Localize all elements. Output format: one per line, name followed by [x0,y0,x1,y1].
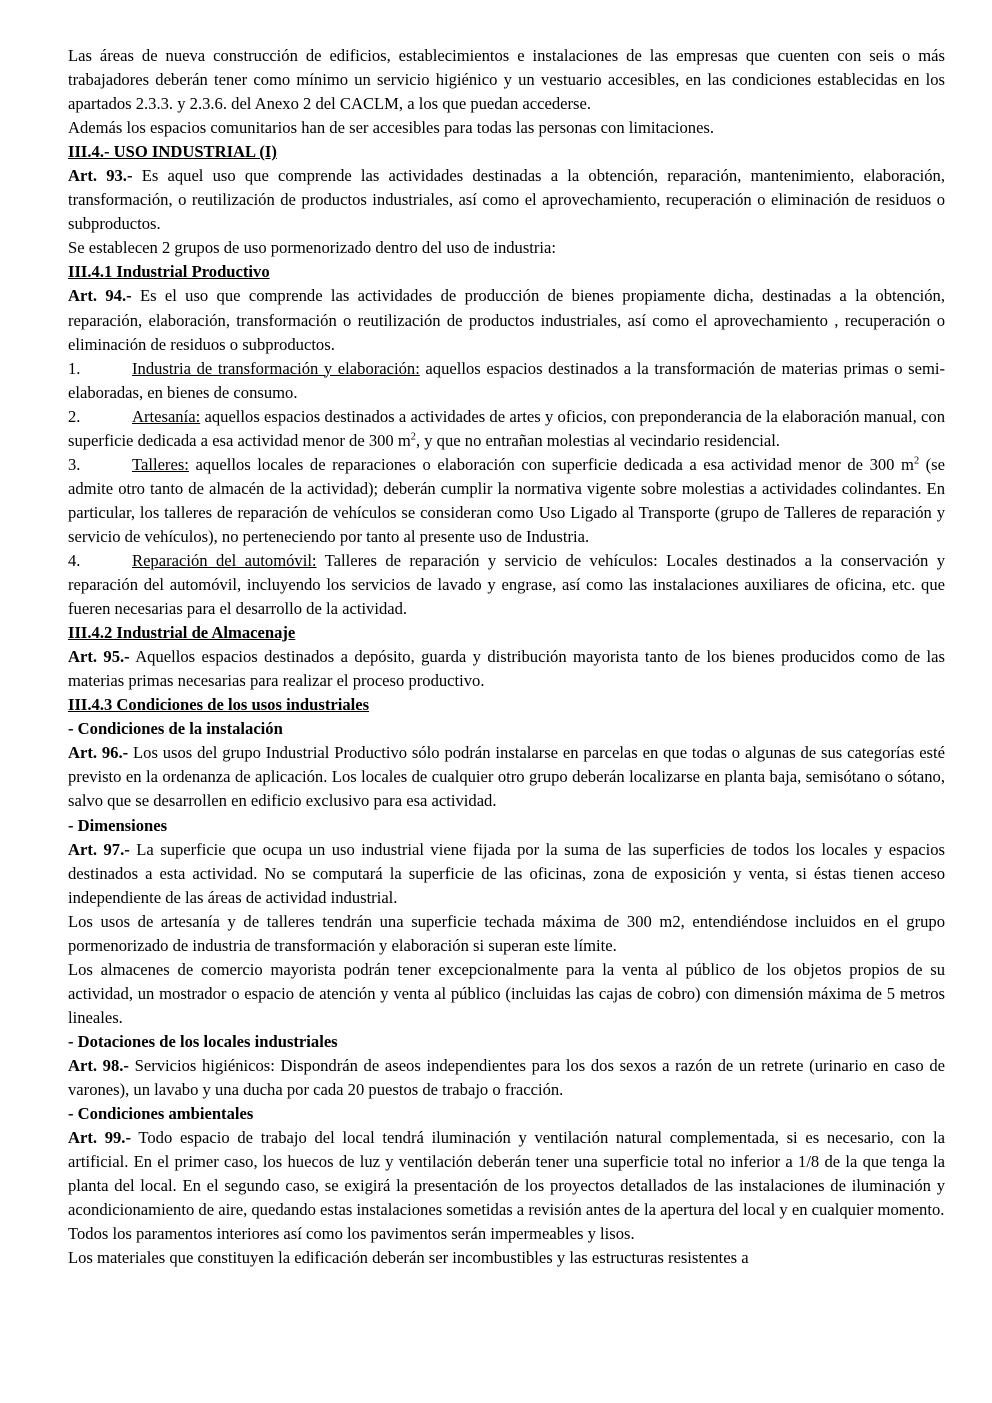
article-95 [68,645,945,693]
heading-iii-4-2-industrial-almacenaje [68,621,945,645]
paragraph-dos-grupos: Se establecen 2 grupos de uso pormenorizado dentro del uso de industria: [68,238,557,258]
article-label: Art. 95.- [68,647,130,667]
square-meters-superscript: 2 [913,455,920,467]
article-text: Es el uso que comprende las actividades de producción de bienes propiamente dicha, destinadas a la obtención, reparación, elaboración, transformación o reutilización de productos industriales, así como el aprovechamiento , recuperación o eliminación de residuos o subproductos. [68,286,945,354]
list-item-2 [68,405,945,453]
list-item-lead: Reparación del automóvil: [132,550,317,570]
article-label: Art. 97.- [68,839,130,859]
paragraph-almacenes-mayorista: Los almacenes de comercio mayorista podrán tener excepcionalmente para la venta al público de los objetos propios de su actividad, un mostrador o espacio de atención y venta al público (incluidas las cajas de cobro) con dimensión máxima de 5 metros lineales. [68,959,945,1027]
article-text: Todo espacio de trabajo del local tendrá iluminación y ventilación natural complementada, si es necesario, con la artificial. En el primer caso, los huecos de luz y ventilación deberán tener una superficie total no inferior a 1/8 de la que tenga la planta del local. En el segundo caso, se exigirá la presentación de los proyectos detallados de las instalaciones de iluminación y acondicionamiento de aire, quedando estas instalaciones sometidas a revisión antes de la apertura del local y en cualquier momento. [68,1128,945,1220]
article-98 [68,1054,945,1102]
article-label: Art. 99.- [68,1128,131,1148]
article-label: Art. 98.- [68,1055,129,1075]
list-item-text-after-superscript: , y que no entrañan molestias al vecindario residencial. [415,430,780,450]
list-item-3 [68,453,945,549]
list-item-text: Talleres de reparación y servicio de vehículos: Locales destinados a la conservación y reparación del automóvil, incluyendo los servicios de lavado y engrase, así como las instalaciones auxiliares de oficina, etc. que fueren necesarias para el desarrollo de la actividad. [68,550,945,619]
heading-iii-4-1-industrial-productivo [68,260,945,284]
list-item-text: aquellos espacios destinados a la transformación de materias primas o semi-elaboradas, en bienes de consumo. [68,358,945,402]
subheading-dotaciones-locales-industriales: - Dotaciones de los locales industriales [68,1031,338,1051]
article-97 [68,838,945,910]
article-94 [68,284,945,356]
article-label: Art. 93.- [68,166,133,186]
subheading-condiciones-instalacion: - Condiciones de la instalación [68,719,283,739]
heading-text: III.4.1 Industrial Productivo [68,262,270,282]
list-item-text-before-superscript: aquellos espacios destinados a actividades de artes y oficios, con preponderancia de la elaboración manual, con superficie dedicada a esa actividad menor de 300 m [68,406,945,450]
article-text: Aquellos espacios destinados a depósito, guarda y distribución mayorista tanto de los bienes producidos como de las materias primas necesarias para realizar el proceso productivo. [68,647,945,691]
paragraph-paramentos: Todos los paramentos interiores así como los pavimentos serán impermeables y lisos. [68,1224,635,1244]
subheading-dimensiones: - Dimensiones [68,815,168,835]
heading-iii-4-3-condiciones-usos-industriales [68,693,945,717]
article-text: Servicios higiénicos: Dispondrán de aseos independientes para los dos sexos a razón de un retrete (urinario en caso de varones), un lavabo y una ducha por cada 20 puestos de trabajo o fracción. [68,1055,945,1100]
list-item-number: 4. [68,550,81,570]
list-item-lead: Artesanía: [132,406,201,426]
paragraph-materiales: Los materiales que constituyen la edificación deberán ser incombustibles y las estructuras resistentes a [68,1248,749,1268]
list-item-1 [68,357,945,405]
list-item-number: 1. [68,358,81,378]
heading-text: III.4.3 Condiciones de los usos industriales [68,695,370,715]
list-item-4 [68,549,945,621]
article-93 [68,164,945,236]
article-text: Los usos del grupo Industrial Productivo sólo podrán instalarse en parcelas en que todas o algunas de sus categorías esté previsto en la ordenanza de aplicación. Los locales de cualquier otro grupo deberán localizarse en planta baja, semisótano o sótano, salvo que se desarrollen en edificio exclusivo para esa actividad. [68,743,945,811]
heading-iii-4-uso-industrial [68,140,945,164]
heading-text: III.4.- USO INDUSTRIAL (I) [68,142,277,162]
list-item-lead: Industria de transformación y elaboración: [132,358,420,378]
article-99 [68,1126,945,1222]
paragraph-artesania-talleres: Los usos de artesanía y de talleres tendrán una superficie techada máxima de 300 m2, entendiéndose incluidos en el grupo pormenorizado de industria de transformación y elaboración si superan este límite. [68,911,945,955]
paragraph-espacios-comunitarios: Además los espacios comunitarios han de ser accesibles para todas las personas con limitaciones. [68,118,715,138]
document-body [68,44,945,1270]
article-96 [68,741,945,813]
square-meters-superscript: 2 [410,431,416,443]
list-item-lead: Talleres: [132,454,189,474]
list-item-text-before-superscript: aquellos locales de reparaciones o elaboración con superficie dedicada a esa actividad menor de 300 m [188,454,914,474]
article-label: Art. 96.- [68,743,129,763]
subheading-condiciones-ambientales: - Condiciones ambientales [68,1104,254,1124]
list-item-number: 2. [68,406,81,426]
article-label: Art. 94.- [68,286,132,306]
article-text: Es aquel uso que comprende las actividades destinadas a la obtención, reparación, mantenimiento, elaboración, transformación, o reutilización de productos industriales, así como el aprovechamiento, recuperación o eliminación de residuos o subproductos. [68,166,945,234]
heading-text: III.4.2 Industrial de Almacenaje [68,623,296,643]
paragraph-accesibilidad: Las áreas de nueva construcción de edificios, establecimientos e instalaciones de las empresas que cuenten con seis o más trabajadores deberán tener como mínimo un servicio higiénico y un vestuario accesibles, en las condiciones establecidas en los apartados 2.3.3. y 2.3.6. del Anexo 2 del CACLM, a los que puedan accederse. [68,46,945,114]
article-text: La superficie que ocupa un uso industrial viene fijada por la suma de las superficies de todos los locales y espacios destinados a esta actividad. No se computará la superficie de las oficinas, zona de exposición y venta, si éstas tienen acceso independiente de las áreas de actividad industrial. [68,839,945,907]
list-item-number: 3. [68,454,81,474]
list-item-text-after-superscript: (se admite otro tanto de almacén de la actividad); deberán cumplir la normativa vigente sobre molestias a actividades colindantes. En particular, los talleres de reparación de vehículos se consideran como Uso Ligado al Transporte (grupo de Talleres de reparación y servicio de vehículos), no perteneciendo por tanto al presente uso de Industria. [68,454,946,546]
